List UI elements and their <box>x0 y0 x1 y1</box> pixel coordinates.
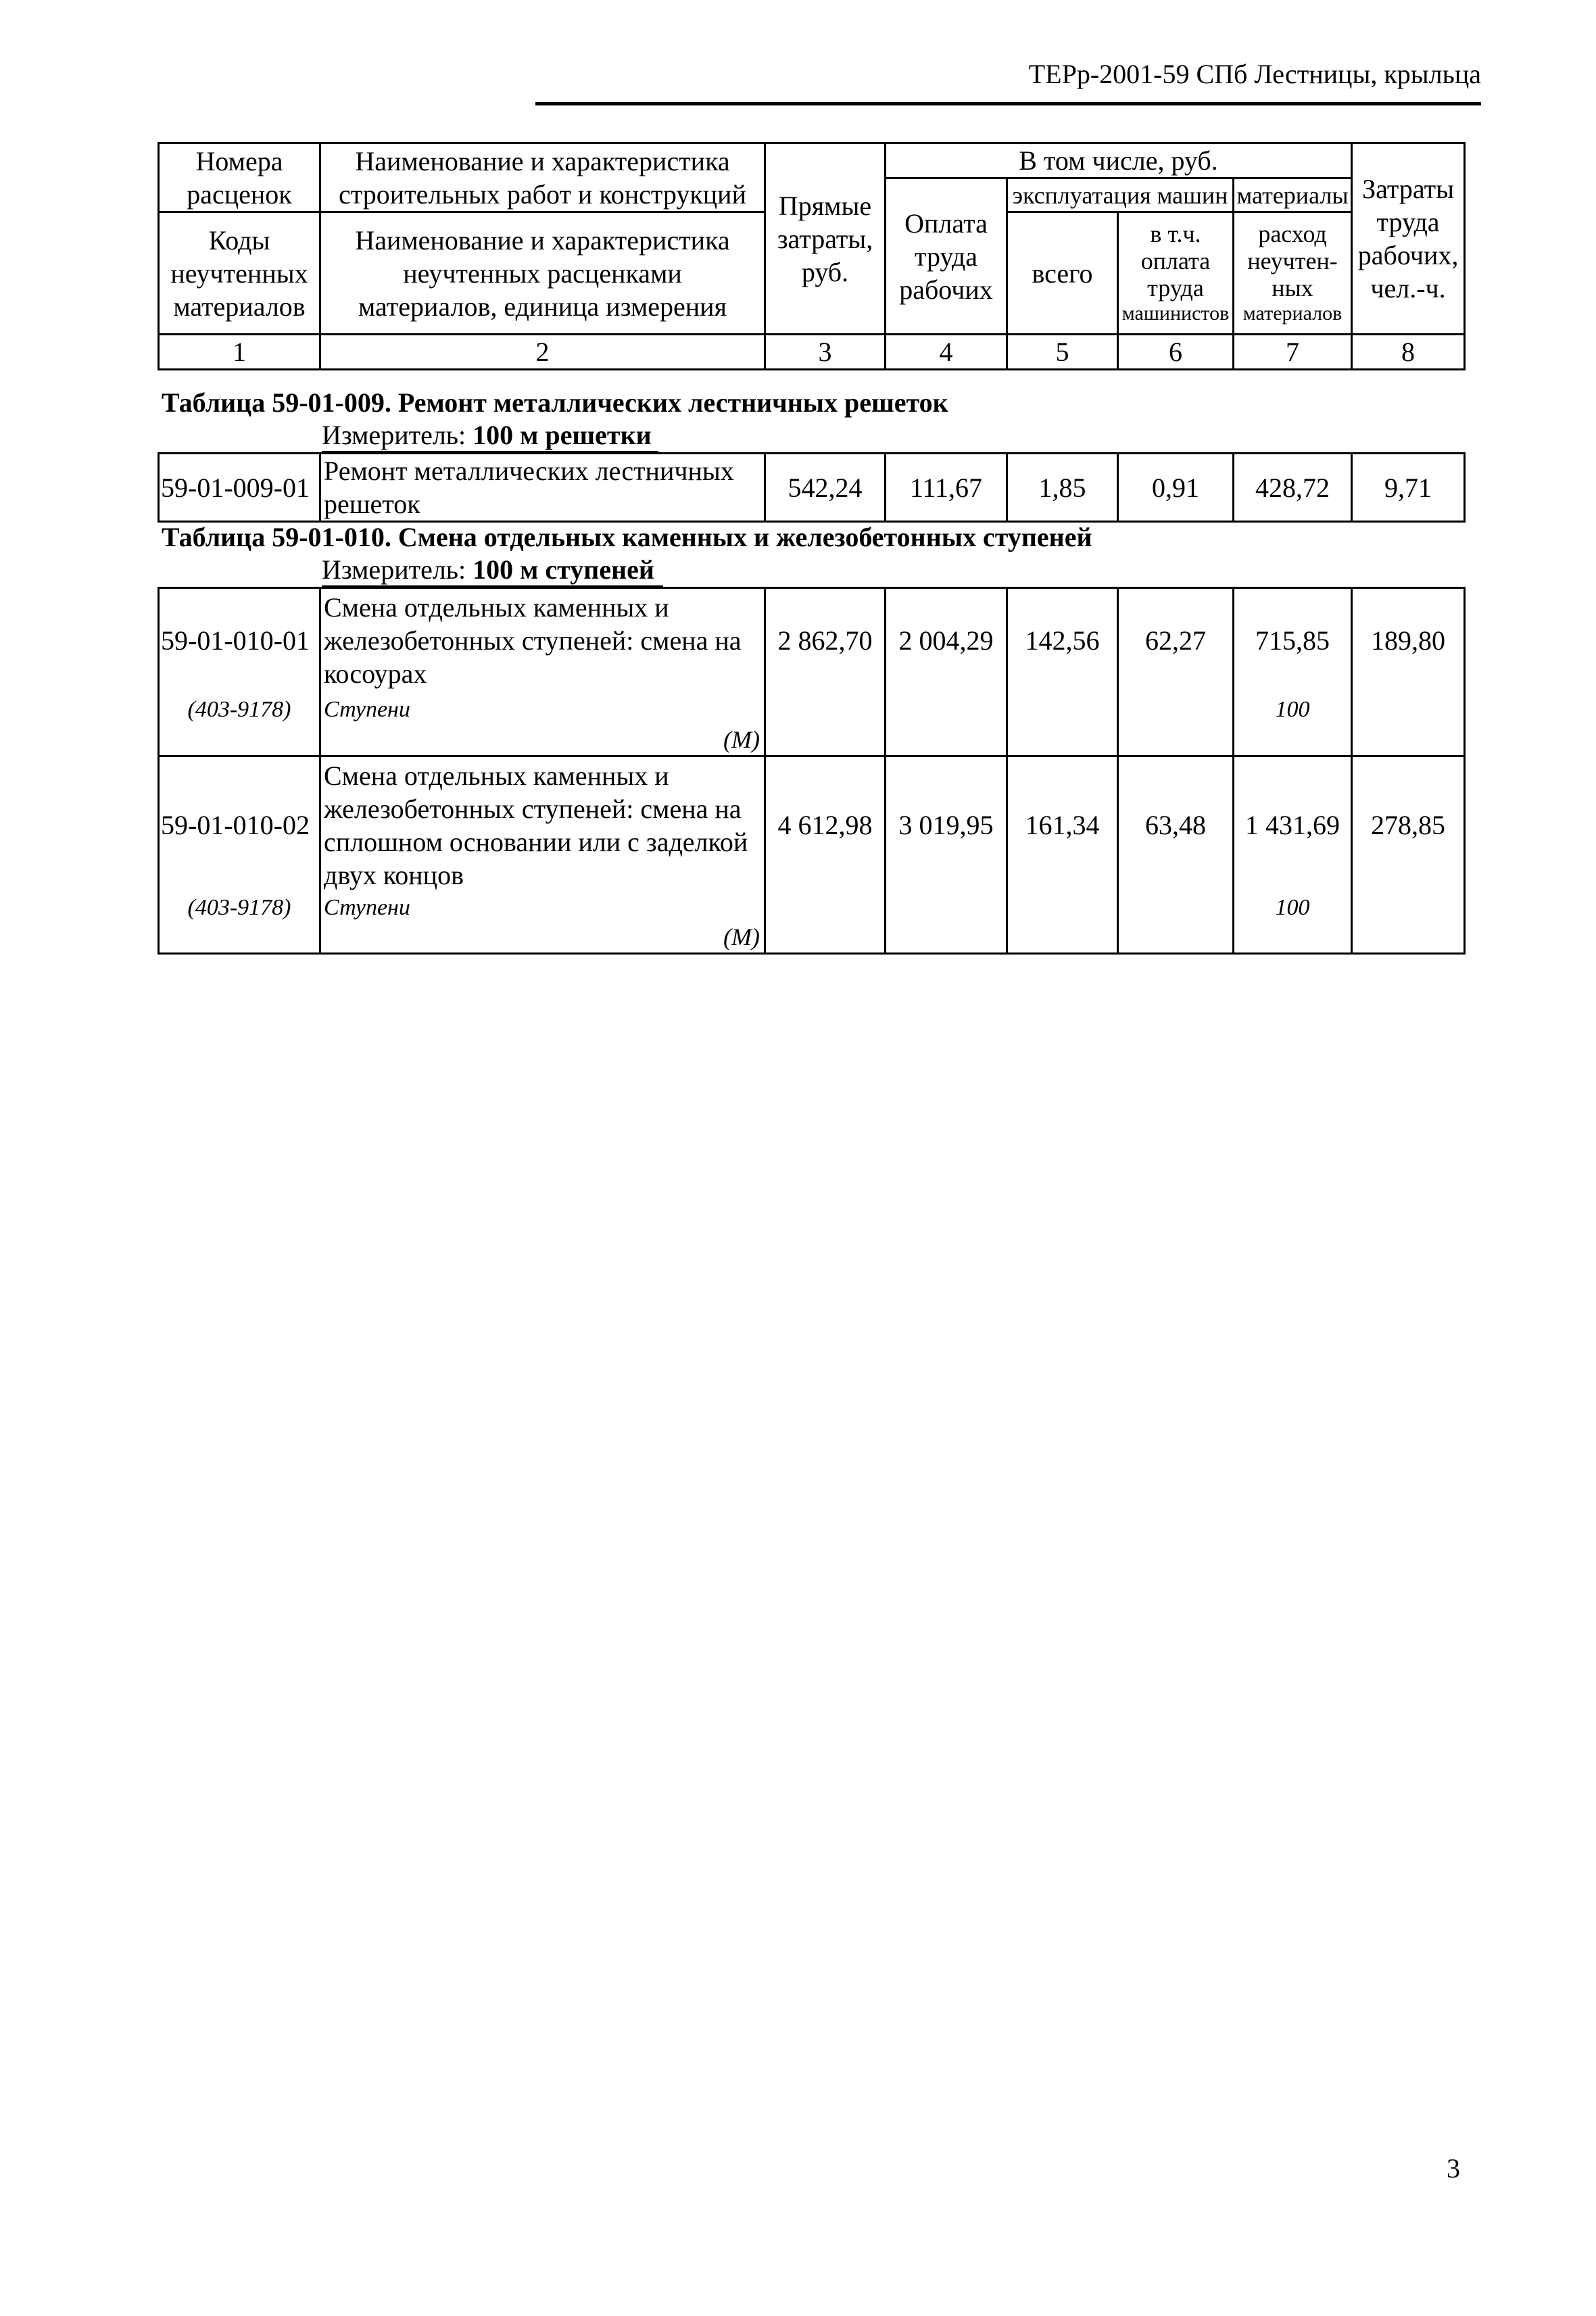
work-name: Ремонт металлических лестничных решеток <box>320 454 765 522</box>
empty-cell <box>1007 894 1118 954</box>
labor-hours: 278,85 <box>1352 756 1465 894</box>
table-010-caption: Таблица 59-01-010. Смена отдельных каменных и железобетонных ступеней <box>162 522 1092 552</box>
col7-materials-use: расход неучтен- ных материалов <box>1234 212 1352 335</box>
empty-cell <box>1118 693 1234 756</box>
machines-header: эксплуатация машин <box>1007 178 1234 212</box>
labor-pay: 3 019,95 <box>886 756 1007 894</box>
machines-total: 142,56 <box>1007 588 1118 693</box>
col-number: 1 <box>159 335 320 370</box>
labor-hours: 189,80 <box>1352 588 1465 693</box>
material-flag: (М) <box>723 726 760 753</box>
empty-cell <box>1007 693 1118 756</box>
direct-costs: 4 612,98 <box>765 756 886 894</box>
column-header-table <box>158 142 1466 370</box>
machines-total: 161,34 <box>1007 756 1118 894</box>
machinists-pay: 0,91 <box>1118 454 1234 522</box>
machinists-pay: 63,48 <box>1118 756 1234 894</box>
col1-top: Номера расценок <box>159 143 320 212</box>
col-number: 6 <box>1118 335 1234 370</box>
labor-pay: 111,67 <box>886 454 1007 522</box>
col-number: 2 <box>320 335 765 370</box>
meter-value: 100 м решетки <box>473 420 652 450</box>
col8-labor-hours: Затраты труда рабочих, чел.-ч. <box>1352 143 1465 335</box>
col5-machines-total: всего <box>1007 212 1118 335</box>
empty-cell <box>886 693 1007 756</box>
col1-bottom: Коды неучтенных материалов <box>159 212 320 335</box>
meter-prefix: Измеритель: <box>322 420 466 450</box>
table-row <box>159 756 1465 894</box>
work-name: Смена отдельных каменных и железобетонных ступеней: смена на сплошном основании или с заделкой двух концов <box>320 756 765 894</box>
material-code: (403-9178) <box>159 693 320 756</box>
material-qty: 100 <box>1234 693 1352 756</box>
col-number: 8 <box>1352 335 1465 370</box>
machinists-pay: 62,27 <box>1118 588 1234 693</box>
col-number: 7 <box>1234 335 1352 370</box>
labor-pay: 2 004,29 <box>886 588 1007 693</box>
materials-header: материалы <box>1234 178 1352 212</box>
col3-direct-costs: Прямые затраты, руб. <box>765 143 886 335</box>
direct-costs: 2 862,70 <box>765 588 886 693</box>
labor-hours: 9,71 <box>1352 454 1465 522</box>
col-number: 5 <box>1007 335 1118 370</box>
work-name: Смена отдельных каменных и железобетонных ступеней: смена на косоурах <box>320 588 765 693</box>
material-flag: (М) <box>723 923 760 950</box>
group-header: В том числе, руб. <box>886 143 1352 178</box>
table-009-meter <box>322 419 652 452</box>
empty-cell <box>765 894 886 954</box>
materials: 1 431,69 <box>1234 756 1352 894</box>
table-010-meter <box>322 554 654 586</box>
meter-value: 100 м ступеней <box>473 554 654 585</box>
col4-labor-pay: Оплата труда рабочих <box>886 178 1007 335</box>
material-code: (403-9178) <box>159 894 320 954</box>
col-number: 3 <box>765 335 886 370</box>
direct-costs: 542,24 <box>765 454 886 522</box>
empty-cell <box>886 894 1007 954</box>
empty-cell <box>1352 894 1465 954</box>
header-rule <box>535 102 1481 105</box>
empty-cell <box>765 693 886 756</box>
page-number: 3 <box>1447 2153 1460 2184</box>
materials: 715,85 <box>1234 588 1352 693</box>
table-009-caption: Таблица 59-01-009. Ремонт металлических лестничных решеток <box>162 387 948 418</box>
rate-code: 59-01-010-02 <box>159 756 320 894</box>
table-row <box>159 588 1465 693</box>
materials: 428,72 <box>1234 454 1352 522</box>
meter-prefix: Измеритель: <box>322 554 466 585</box>
machines-total: 1,85 <box>1007 454 1118 522</box>
empty-cell <box>1118 894 1234 954</box>
rate-code: 59-01-010-01 <box>159 588 320 693</box>
material-qty: 100 <box>1234 894 1352 954</box>
rate-code: 59-01-009-01 <box>159 454 320 522</box>
material-name: Ступени (М) <box>320 693 765 756</box>
material-row <box>159 693 1465 756</box>
material-name: Ступени (М) <box>320 894 765 954</box>
table-009 <box>158 452 1466 523</box>
col6-machinists-pay: в т.ч. оплата труда машинистов <box>1118 212 1234 335</box>
page-header: ТЕРр-2001-59 СПб Лестницы, крыльца <box>1028 59 1481 89</box>
material-row <box>159 894 1465 954</box>
col-number: 4 <box>886 335 1007 370</box>
empty-cell <box>1352 693 1465 756</box>
col2-top: Наименование и характеристика строительных работ и конструкций <box>320 143 765 212</box>
table-row <box>159 454 1465 522</box>
table-010 <box>158 587 1466 955</box>
col2-bottom: Наименование и характеристика неучтенных расценками материалов, единица измерения <box>320 212 765 335</box>
